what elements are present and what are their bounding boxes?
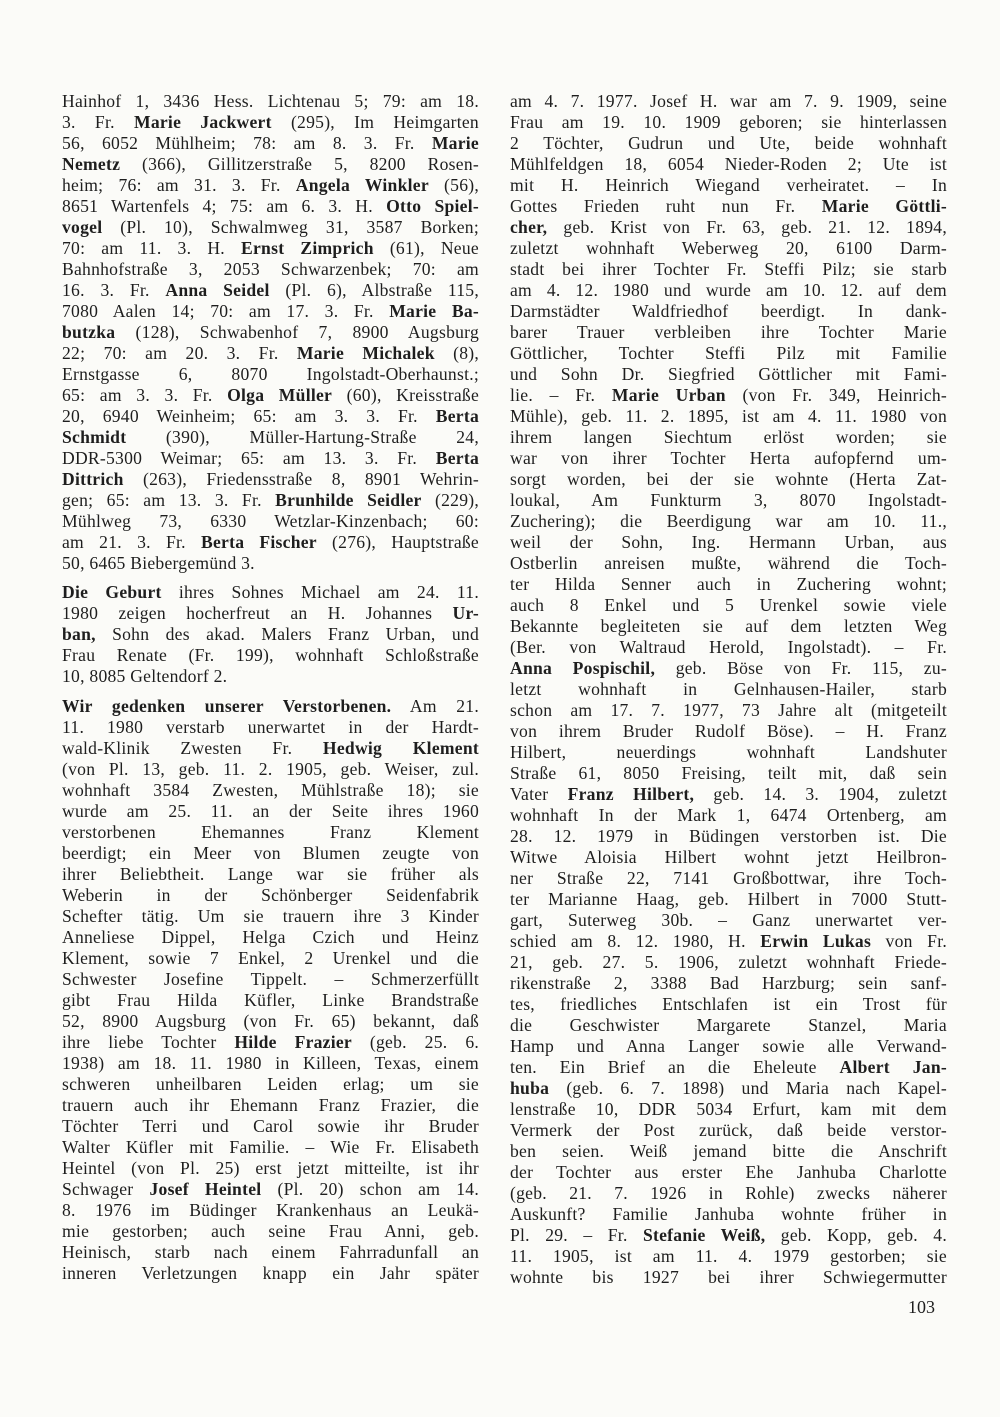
bold-name: Hilde Frazier bbox=[234, 1032, 352, 1052]
text-segment: wald-Klinik Zwesten Fr. bbox=[62, 738, 323, 758]
text-line bbox=[510, 721, 947, 742]
text-line bbox=[62, 196, 479, 217]
text-line bbox=[510, 889, 947, 910]
text-segment: ihres Sohnes Michael am 24. 11. bbox=[161, 582, 479, 602]
text-line bbox=[62, 1158, 479, 1179]
text-segment: 7080 Aalen 14; 70: am 17. 3. Fr. bbox=[62, 301, 390, 321]
text-segment: Schefter tätig. Um sie trauern ihre 3 Kinder bbox=[62, 906, 479, 926]
text-segment: 3. Fr. bbox=[62, 112, 134, 132]
text-segment: Witwe Aloisia Hilbert wohnt jetzt Heilbron- bbox=[510, 847, 947, 867]
text-segment: Straße 61, 8050 Freising, teilt mit, daß sein bbox=[510, 763, 947, 783]
text-segment: (128), Schwabenhof 7, 8900 Augsburg bbox=[115, 322, 479, 342]
text-line bbox=[510, 175, 947, 196]
text-segment: am 4. 7. 1977. Josef H. war am 7. 9. 1909, seine bbox=[510, 91, 947, 111]
text-line bbox=[510, 910, 947, 931]
text-segment: loukal, Am Funkturm 3, 8070 Ingolstadt- bbox=[510, 490, 947, 510]
text-line bbox=[510, 406, 947, 427]
text-line bbox=[62, 603, 479, 624]
text-line bbox=[62, 238, 479, 259]
text-line bbox=[62, 1242, 479, 1263]
text-line bbox=[510, 1267, 947, 1288]
text-line bbox=[62, 154, 479, 175]
text-line bbox=[510, 616, 947, 637]
text-line bbox=[510, 91, 947, 112]
text-line bbox=[62, 1137, 479, 1158]
text-segment: Sohn des akad. Malers Franz Urban, und bbox=[95, 624, 479, 644]
text-segment: (229), bbox=[421, 490, 479, 510]
text-line bbox=[62, 843, 479, 864]
text-line bbox=[510, 1204, 947, 1225]
text-segment: (56), bbox=[428, 175, 479, 195]
text-segment: mit H. Heinrich Wiegand verheiratet. – In bbox=[510, 175, 947, 195]
text-segment: (geb. 25. 6. bbox=[352, 1032, 479, 1052]
text-segment: Hamp und Anna Langer sowie alle Verwand- bbox=[510, 1036, 947, 1056]
text-line bbox=[510, 448, 947, 469]
text-line bbox=[62, 427, 479, 448]
bold-name: Angela Winkler bbox=[295, 175, 429, 195]
text-segment: schweren unheilbaren Leiden erlag; um sie bbox=[62, 1074, 479, 1094]
paragraph-anniversaries bbox=[62, 91, 479, 574]
bold-name: Schmidt bbox=[62, 427, 127, 447]
text-segment: stadt bei ihrer Tochter Fr. Steffi Pilz; sie starb bbox=[510, 259, 947, 279]
text-segment: auch 8 Enkel und 5 Urenkel sowie viele bbox=[510, 595, 947, 615]
text-line bbox=[62, 385, 479, 406]
text-segment: wurde am 25. 11. an der Seite ihres 1960 bbox=[62, 801, 479, 821]
text-segment: Gottes Frieden ruht nun Fr. bbox=[510, 196, 822, 216]
text-line bbox=[62, 948, 479, 969]
text-line bbox=[510, 700, 947, 721]
text-line bbox=[62, 322, 479, 343]
text-segment: Heinisch, starb nach einem Fahrradunfall an bbox=[62, 1242, 479, 1262]
text-line bbox=[510, 280, 947, 301]
page-number: 103 bbox=[908, 1297, 935, 1317]
text-segment: gen; 65: am 13. 3. Fr. bbox=[62, 490, 276, 510]
bold-name: Erwin Lukas bbox=[760, 931, 872, 951]
text-segment: inneren Verletzungen knapp ein Jahr später bbox=[62, 1263, 479, 1283]
bold-name: Marie Göttli- bbox=[821, 196, 947, 216]
text-line bbox=[510, 784, 947, 805]
text-line bbox=[510, 1078, 947, 1099]
text-segment: 1980 zeigen hocherfreut an H. Johannes bbox=[62, 603, 453, 623]
text-segment: Heintel (von Pl. 25) erst jetzt mitteilte, ist ihr bbox=[62, 1158, 479, 1178]
text-segment: letzt wohnhaft in Gelnhausen-Hailer, starb bbox=[510, 679, 947, 699]
text-line bbox=[62, 738, 479, 759]
bold-name: Olga Müller bbox=[227, 385, 333, 405]
text-segment: 1938) am 18. 11. 1980 in Killeen, Texas, einem bbox=[62, 1053, 479, 1073]
bold-name: vogel bbox=[62, 217, 103, 237]
text-line bbox=[62, 1032, 479, 1053]
text-line bbox=[62, 927, 479, 948]
text-segment: Auskunft? Familie Janhuba wohnte früher in bbox=[510, 1204, 947, 1224]
text-segment: lie. – Fr. bbox=[510, 385, 612, 405]
text-line bbox=[62, 511, 479, 532]
text-line bbox=[62, 1074, 479, 1095]
text-line bbox=[62, 1095, 479, 1116]
bold-name: butzka bbox=[62, 322, 116, 342]
text-line bbox=[510, 553, 947, 574]
text-segment: Hainhof 1, 3436 Hess. Lichtenau 5; 79: am 18. bbox=[62, 91, 479, 111]
bold-name: Wir gedenken unserer Verstorbenen. bbox=[62, 696, 392, 716]
text-line bbox=[510, 1183, 947, 1204]
bold-name: Marie Jackwert bbox=[133, 112, 272, 132]
text-segment: 16. 3. Fr. bbox=[62, 280, 166, 300]
text-line bbox=[510, 343, 947, 364]
bold-name: cher, bbox=[510, 217, 548, 237]
text-segment: 8. 1976 im Büdinger Krankenhaus an Leukä- bbox=[62, 1200, 479, 1220]
bold-name: Dittrich bbox=[62, 469, 124, 489]
text-segment: Schwager bbox=[62, 1179, 150, 1199]
text-segment: 50, 6465 Biebergemünd 3. bbox=[62, 553, 255, 573]
text-segment: (8), bbox=[434, 343, 479, 363]
text-line bbox=[510, 133, 947, 154]
text-line bbox=[62, 990, 479, 1011]
text-segment: rikenstraße 2, 3388 Bad Harzburg; sein sanf- bbox=[510, 973, 947, 993]
text-line bbox=[62, 91, 479, 112]
text-line bbox=[510, 595, 947, 616]
text-line bbox=[510, 868, 947, 889]
text-line bbox=[510, 259, 947, 280]
text-segment: ten. Ein Brief an die Eheleute bbox=[510, 1057, 840, 1077]
text-line bbox=[510, 679, 947, 700]
text-segment: (geb. 21. 7. 1926 in Rohle) zwecks näherer bbox=[510, 1183, 947, 1203]
text-segment: ter Hilda Senner auch in Zuchering wohnt; bbox=[510, 574, 947, 594]
text-line bbox=[62, 1263, 479, 1284]
text-segment: geb. Kopp, geb. 4. bbox=[765, 1225, 947, 1245]
text-line bbox=[62, 301, 479, 322]
text-segment: 21, geb. 27. 5. 1906, zuletzt wohnhaft Friede- bbox=[510, 952, 947, 972]
text-line bbox=[62, 469, 479, 490]
text-line bbox=[62, 112, 479, 133]
text-line bbox=[510, 1141, 947, 1162]
text-line bbox=[62, 759, 479, 780]
text-segment: und Sohn Dr. Siegfried Göttlicher mit Fami- bbox=[510, 364, 947, 384]
text-segment: 11. 1980 verstarb unerwartet in der Hardt- bbox=[62, 717, 479, 737]
bold-name: Nemetz bbox=[62, 154, 121, 174]
text-line bbox=[62, 406, 479, 427]
text-segment: (276), Hauptstraße bbox=[316, 532, 479, 552]
bold-name: Marie bbox=[431, 133, 479, 153]
text-line bbox=[510, 1162, 947, 1183]
text-line bbox=[62, 133, 479, 154]
bold-name: Hedwig Klement bbox=[322, 738, 479, 758]
text-segment: mie gestorben; auch seine Frau Anni, geb. bbox=[62, 1221, 479, 1241]
text-segment: (60), Kreisstraße bbox=[332, 385, 479, 405]
text-segment: gibt Frau Hilda Küfler, Linke Brandstraße bbox=[62, 990, 479, 1010]
text-line bbox=[62, 969, 479, 990]
text-line bbox=[510, 826, 947, 847]
bold-name: Albert Jan- bbox=[839, 1057, 947, 1077]
text-line bbox=[62, 1179, 479, 1200]
text-segment: (263), Friedensstraße 8, 8901 Wehrin- bbox=[123, 469, 479, 489]
bold-name: Marie Ba- bbox=[389, 301, 479, 321]
text-line bbox=[62, 1011, 479, 1032]
text-segment: Töchter Terri und Carol sowie ihr Bruder bbox=[62, 1116, 479, 1136]
text-segment: am 21. 3. Fr. bbox=[62, 532, 201, 552]
text-line bbox=[510, 1036, 947, 1057]
text-segment: weil der Sohn, Ing. Hermann Urban, aus bbox=[510, 532, 947, 552]
text-segment: (295), Im Heimgarten bbox=[271, 112, 479, 132]
text-segment: Vermerk der Post zurück, daß beide verstor- bbox=[510, 1120, 947, 1140]
text-segment: lenstraße 10, DDR 5034 Erfurt, kam mit dem bbox=[510, 1099, 947, 1119]
text-segment: ben seien. Weiß jemand bitte die Anschrift bbox=[510, 1141, 947, 1161]
text-segment: ter Marianne Haag, geb. Hilbert in 7000 Stutt- bbox=[510, 889, 947, 909]
text-segment: heim; 76: am 31. 3. Fr. bbox=[62, 175, 296, 195]
paragraph-obituaries bbox=[62, 696, 479, 1284]
text-line bbox=[62, 532, 479, 553]
text-segment: (61), Neue bbox=[373, 238, 479, 258]
text-segment: 65: am 3. 3. Fr. bbox=[62, 385, 228, 405]
text-line bbox=[510, 574, 947, 595]
text-segment: schon am 17. 7. 1977, 73 Jahre alt (mitgeteilt bbox=[510, 700, 947, 720]
text-line bbox=[510, 847, 947, 868]
text-segment: (geb. 6. 7. 1898) und Maria nach Kapel- bbox=[549, 1078, 947, 1098]
text-segment: 22; 70: am 20. 3. Fr. bbox=[62, 343, 297, 363]
text-segment: Darmstädter Waldfriedhof beerdigt. In dank- bbox=[510, 301, 947, 321]
text-segment: 52, 8900 Augsburg (von Fr. 65) bekannt, daß bbox=[62, 1011, 479, 1031]
text-line bbox=[510, 196, 947, 217]
text-segment: wohnhaft 3584 Zwesten, Mühlstraße 18); sie bbox=[62, 780, 479, 800]
text-segment: (Pl. 6), Albstraße 115, bbox=[269, 280, 479, 300]
bold-name: Josef Heintel bbox=[149, 1179, 262, 1199]
text-segment: ihrer Beliebtheit. Lange war sie früher als bbox=[62, 864, 479, 884]
text-segment: Hilbert, neuerdings wohnhaft Landshuter bbox=[510, 742, 947, 762]
bold-name: Berta Fischer bbox=[200, 532, 317, 552]
text-segment: beerdigt; ein Meer von Blumen zeugte von bbox=[62, 843, 479, 863]
text-segment: Frau am 19. 10. 1909 geboren; sie hinterlassen bbox=[510, 112, 947, 132]
text-segment: am 4. 12. 1980 und wurde am 10. 12. auf dem bbox=[510, 280, 947, 300]
text-segment: 20, 6940 Weinheim; 65: am 3. 3. Fr. bbox=[62, 406, 436, 426]
text-segment: DDR-5300 Weimar; 65: am 13. 3. Fr. bbox=[62, 448, 436, 468]
text-segment: Frau Renate (Fr. 199), wohnhaft Schloßstraße bbox=[62, 645, 479, 665]
text-segment: Vater bbox=[510, 784, 568, 804]
text-line bbox=[510, 511, 947, 532]
text-segment: (Pl. 10), Schwalmweg 31, 3587 Borken; bbox=[102, 217, 479, 237]
text-line bbox=[510, 490, 947, 511]
text-line bbox=[510, 658, 947, 679]
text-line bbox=[510, 1015, 947, 1036]
bold-name: Ur- bbox=[452, 603, 479, 623]
text-line bbox=[510, 1120, 947, 1141]
text-line bbox=[62, 1221, 479, 1242]
bold-name: Berta bbox=[435, 406, 479, 426]
text-line bbox=[510, 322, 947, 343]
text-segment: Bahnhofstraße 3, 2053 Schwarzenbek; 70: am bbox=[62, 259, 479, 279]
text-segment: Zuchering); die Beerdigung war am 10. 11., bbox=[510, 511, 947, 531]
text-segment: 2 Töchter, Gudrun und Ute, beide wohnhaft bbox=[510, 133, 947, 153]
text-line bbox=[510, 385, 947, 406]
text-line bbox=[510, 637, 947, 658]
text-line bbox=[62, 259, 479, 280]
text-segment: (Pl. 20) schon am 14. bbox=[261, 1179, 479, 1199]
text-segment: geb. 14. 3. 1904, zuletzt bbox=[694, 784, 947, 804]
text-segment: verstorbenen Ehemannes Franz Klement bbox=[62, 822, 479, 842]
text-segment: ihre liebe Tochter bbox=[62, 1032, 235, 1052]
text-segment: Am 21. bbox=[391, 696, 479, 716]
bold-name: Die Geburt bbox=[62, 582, 162, 602]
text-line bbox=[510, 112, 947, 133]
bold-name: Marie Michalek bbox=[296, 343, 435, 363]
bold-name: Stefanie Weiß, bbox=[642, 1225, 766, 1245]
text-line bbox=[510, 427, 947, 448]
text-segment: Bekannte begleiteten sie auf dem letzten Weg bbox=[510, 616, 947, 636]
text-segment: Mühlweg 73, 6330 Wetzlar-Kinzenbach; 60: bbox=[62, 511, 479, 531]
text-segment: (390), Müller-Hartung-Straße 24, bbox=[126, 427, 479, 447]
text-line bbox=[510, 217, 947, 238]
text-segment: Schwester Josefine Tippelt. – Schmerzerfüllt bbox=[62, 969, 479, 989]
text-segment: von Fr. bbox=[871, 931, 947, 951]
text-segment: Anneliese Dippel, Helga Czich und Heinz bbox=[62, 927, 479, 947]
text-segment: Ostberlin anreisen mußte, während die Toch- bbox=[510, 553, 947, 573]
text-line bbox=[510, 742, 947, 763]
bold-name: huba bbox=[510, 1078, 550, 1098]
text-line bbox=[62, 885, 479, 906]
text-line bbox=[62, 343, 479, 364]
bold-name: Franz Hilbert, bbox=[567, 784, 695, 804]
text-line bbox=[510, 238, 947, 259]
text-segment: Mühle), geb. 11. 2. 1895, ist am 4. 11. 1980 von bbox=[510, 406, 947, 426]
text-segment: wohnhaft In der Mark 1, 6474 Ortenberg, am bbox=[510, 805, 947, 825]
bold-name: Anna Seidel bbox=[165, 280, 270, 300]
text-segment: 28. 12. 1979 in Büdingen verstorben ist. Die bbox=[510, 826, 947, 846]
text-segment: Mühlfeldgen 18, 6054 Nieder-Roden 2; Ute ist bbox=[510, 154, 947, 174]
text-segment: sorgt worden, bei der sie wohnte (Herta Zat- bbox=[510, 469, 947, 489]
text-line bbox=[62, 864, 479, 885]
text-segment: geb. Böse von Fr. 115, zu- bbox=[655, 658, 947, 678]
bold-name: Berta bbox=[435, 448, 479, 468]
text-line bbox=[510, 1225, 947, 1246]
paragraph-obituaries-continued bbox=[510, 91, 947, 1288]
text-segment: Ernstgasse 6, 8070 Ingolstadt-Oberhaunst.; bbox=[62, 364, 479, 384]
text-line bbox=[510, 994, 947, 1015]
text-segment: ner Straße 22, 7141 Großbottwar, ihre Toch- bbox=[510, 868, 947, 888]
text-segment: (Ber. von Waltraud Herold, Ingolstadt). – Fr. bbox=[510, 637, 947, 657]
text-line bbox=[62, 1053, 479, 1074]
bold-name: Brunhilde Seidler bbox=[275, 490, 422, 510]
text-line bbox=[62, 666, 479, 687]
text-segment: (von Pl. 13, geb. 11. 2. 1905, geb. Weiser, zul. bbox=[62, 759, 479, 779]
text-segment: ihrem langen Siechtum erlöst worden; sie bbox=[510, 427, 947, 447]
text-line bbox=[510, 952, 947, 973]
text-line bbox=[62, 906, 479, 927]
bold-name: Anna Pospischil, bbox=[510, 658, 656, 678]
text-segment: 70: am 11. 3. H. bbox=[62, 238, 242, 258]
text-segment: (366), Gillitzerstraße 5, 8200 Rosen- bbox=[120, 154, 479, 174]
text-segment: barer Trauer verbleiben ihre Tochter Marie bbox=[510, 322, 947, 342]
text-segment: (von Fr. 349, Heinrich- bbox=[725, 385, 947, 405]
text-segment: 11. 1905, ist am 11. 4. 1979 gestorben; sie bbox=[510, 1246, 947, 1266]
bold-name: Otto Spiel- bbox=[386, 196, 479, 216]
text-line bbox=[62, 217, 479, 238]
text-segment: von ihrem Bruder Rudolf Böse). – H. Franz bbox=[510, 721, 947, 741]
text-line bbox=[62, 717, 479, 738]
text-line bbox=[62, 696, 479, 717]
text-line bbox=[62, 582, 479, 603]
bold-name: ban, bbox=[62, 624, 96, 644]
text-segment: 8651 Wartenfels 4; 75: am 6. 3. H. bbox=[62, 196, 387, 216]
text-segment: 56, 6052 Mühlheim; 78: am 8. 3. Fr. bbox=[62, 133, 432, 153]
text-line bbox=[510, 469, 947, 490]
text-line bbox=[62, 448, 479, 469]
text-segment: die Geschwister Margarete Stanzel, Maria bbox=[510, 1015, 947, 1035]
text-line bbox=[62, 1200, 479, 1221]
text-line bbox=[62, 801, 479, 822]
text-segment: Pl. 29. – Fr. bbox=[510, 1225, 643, 1245]
text-segment: 10, 8085 Geltendorf 2. bbox=[62, 666, 228, 686]
text-segment: schied am 8. 12. 1980, H. bbox=[510, 931, 761, 951]
text-line bbox=[62, 645, 479, 666]
text-line bbox=[62, 175, 479, 196]
text-line bbox=[510, 532, 947, 553]
text-segment: tes, friedliches Entschlafen ist ein Trost für bbox=[510, 994, 947, 1014]
text-segment: gart, Suterweg 30b. – Ganz unerwartet ver- bbox=[510, 910, 947, 930]
text-line bbox=[62, 1116, 479, 1137]
text-line bbox=[510, 364, 947, 385]
text-line bbox=[510, 1246, 947, 1267]
text-line bbox=[62, 280, 479, 301]
text-segment: war von ihrer Tochter Herta aufopfernd um- bbox=[510, 448, 947, 468]
text-line bbox=[510, 1057, 947, 1078]
text-line bbox=[62, 780, 479, 801]
text-segment: Göttlicher, Tochter Steffi Pilz mit Familie bbox=[510, 343, 947, 363]
text-segment: geb. Krist von Fr. 63, geb. 21. 12. 1894, bbox=[547, 217, 947, 237]
bold-name: Marie Urban bbox=[611, 385, 726, 405]
text-segment: trauern auch ihr Ehemann Franz Frazier, die bbox=[62, 1095, 479, 1115]
text-line bbox=[62, 553, 479, 574]
text-line bbox=[510, 931, 947, 952]
text-line bbox=[510, 1099, 947, 1120]
text-line bbox=[510, 301, 947, 322]
text-line bbox=[62, 364, 479, 385]
text-line bbox=[62, 624, 479, 645]
paragraph-birth-announcement bbox=[62, 582, 479, 687]
text-line bbox=[510, 763, 947, 784]
text-line bbox=[62, 490, 479, 511]
text-segment: Klement, sowie 7 Enkel, 2 Urenkel und die bbox=[62, 948, 479, 968]
text-segment: Weberin in der Schönberger Seidenfabrik bbox=[62, 885, 479, 905]
text-line bbox=[510, 973, 947, 994]
text-segment: zuletzt wohnhaft Weberweg 20, 6100 Darm- bbox=[510, 238, 947, 258]
text-segment: der Tochter aus erster Ehe Janhuba Charlotte bbox=[510, 1162, 947, 1182]
text-segment: Walter Küfler mit Familie. – Wie Fr. Elisabeth bbox=[62, 1137, 479, 1157]
bold-name: Ernst Zimprich bbox=[241, 238, 374, 258]
text-line bbox=[510, 805, 947, 826]
text-line bbox=[62, 822, 479, 843]
text-line bbox=[510, 154, 947, 175]
text-segment: wohnte bis 1927 bei ihrer Schwiegermutter bbox=[510, 1267, 947, 1287]
